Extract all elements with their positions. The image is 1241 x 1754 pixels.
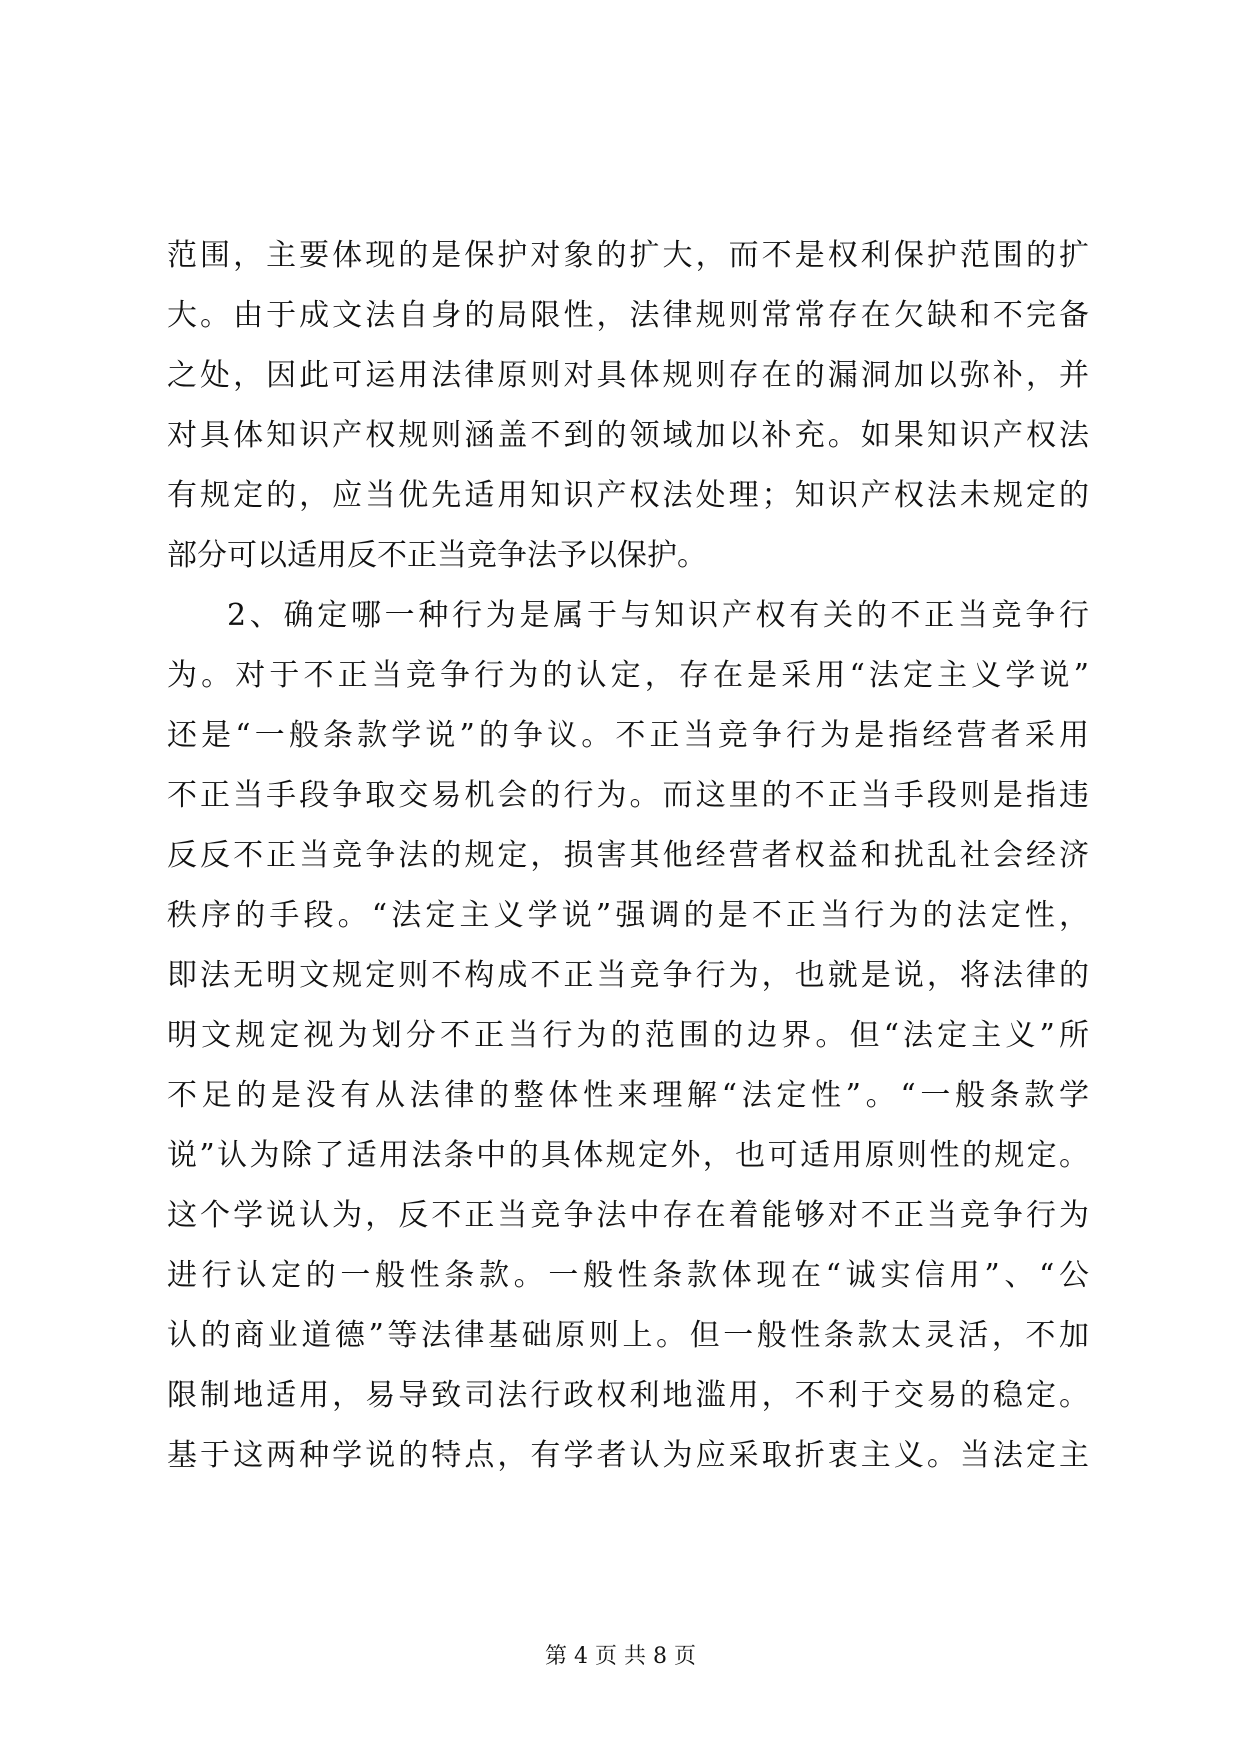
text-line: 之处，因此可运用法律原则对具体规则存在的漏洞加以弥补，并: [167, 358, 1089, 393]
text-line: 反反不正当竞争法的规定，损害其他经营者权益和扰乱社会经济: [167, 838, 1089, 873]
text-line: 对具体知识产权规则涵盖不到的领域加以补充。如果知识产权法: [167, 418, 1089, 453]
text-line: 有规定的，应当优先适用知识产权法处理；知识产权法未规定的: [167, 478, 1089, 513]
text-line: 不足的是没有从法律的整体性来理解“法定性”。“一般条款学: [167, 1078, 1089, 1113]
text-line: 限制地适用，易导致司法行政权利地滥用，不利于交易的稳定。: [167, 1378, 1089, 1413]
page-number-footer: 第 4 页 共 8 页: [545, 1644, 696, 1669]
text-line: 说”认为除了适用法条中的具体规定外，也可适用原则性的规定。: [167, 1138, 1089, 1173]
text-line: 进行认定的一般性条款。一般性条款体现在“诚实信用”、“公: [167, 1258, 1089, 1293]
body-text: [167, 226, 1089, 1486]
text-line: 这个学说认为，反不正当竞争法中存在着能够对不正当竞争行为: [167, 1198, 1089, 1233]
text-line: 基于这两种学说的特点，有学者认为应采取折衷主义。当法定主: [167, 1438, 1089, 1473]
text-line: 认的商业道德”等法律基础原则上。但一般性条款太灵活，不加: [167, 1318, 1089, 1353]
text-line: 范围，主要体现的是保护对象的扩大，而不是权利保护范围的扩: [167, 238, 1089, 273]
text-line: 即法无明文规定则不构成不正当竞争行为，也就是说，将法律的: [167, 958, 1089, 993]
text-line: 大。由于成文法自身的局限性，法律规则常常存在欠缺和不完备: [167, 298, 1089, 333]
text-line: 不正当手段争取交易机会的行为。而这里的不正当手段则是指违: [167, 778, 1089, 813]
text-line: 为。对于不正当竞争行为的认定，存在是采用“法定主义学说”: [167, 658, 1089, 693]
text-line: 明文规定视为划分不正当行为的范围的边界。但“法定主义”所: [167, 1018, 1089, 1053]
text-line-paragraph-start: 2、确定哪一种行为是属于与知识产权有关的不正当竞争行: [227, 598, 1089, 633]
text-line: 秩序的手段。“法定主义学说”强调的是不正当行为的法定性，: [167, 898, 1089, 933]
text-line: 部分可以适用反不正当竞争法予以保护。: [167, 538, 707, 573]
text-line: 还是“一般条款学说”的争议。不正当竞争行为是指经营者采用: [167, 718, 1089, 753]
